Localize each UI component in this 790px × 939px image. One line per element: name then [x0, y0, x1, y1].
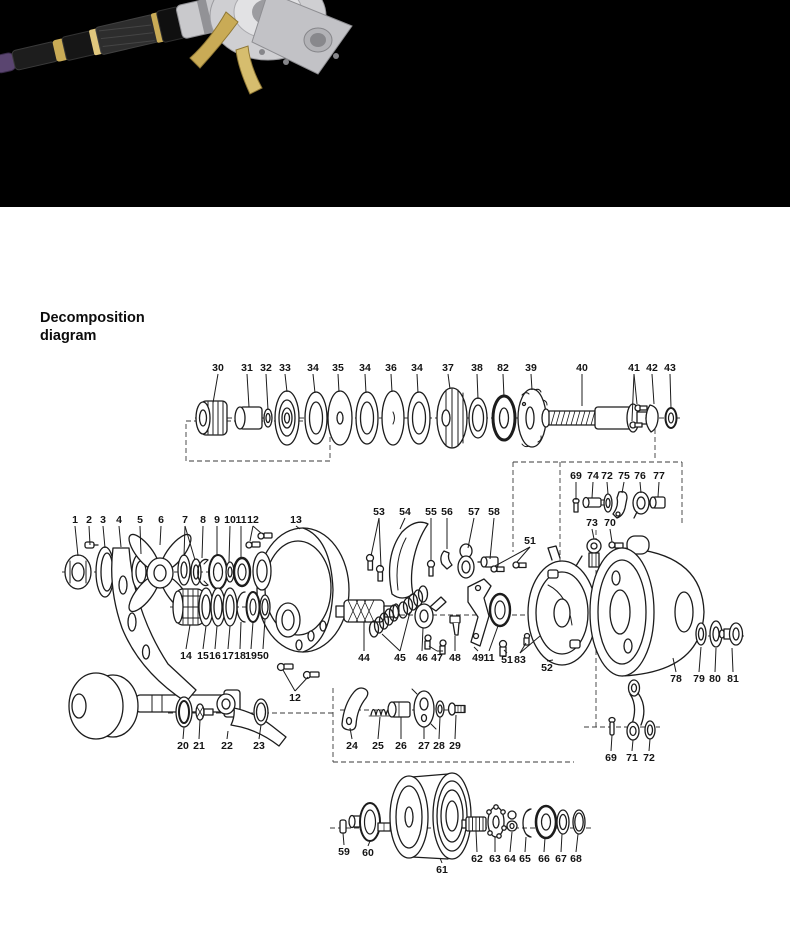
part-shape-ring-82 — [493, 396, 515, 440]
part-shape-disc-20 — [176, 697, 192, 727]
part-shape-washer-38 — [469, 398, 487, 438]
part-number-label: 82 — [497, 362, 509, 374]
part-shape-washer-72 — [604, 494, 612, 512]
part-leader-line — [520, 643, 526, 653]
part-number-label: 8 — [200, 514, 206, 526]
part-shape-bearing-11b — [490, 594, 510, 626]
part-leader-line — [732, 648, 733, 672]
part-shape-o-ring-50 — [260, 595, 270, 619]
part-leader-line — [610, 529, 612, 542]
part-number-label: 22 — [221, 740, 233, 752]
part-number-label: 34 — [359, 362, 371, 374]
part-number-label: 11 — [483, 652, 495, 664]
part-number-label: 68 — [570, 853, 582, 865]
part-number-label: 67 — [555, 853, 567, 865]
part-number-label: 16 — [209, 650, 221, 662]
part-leader-line — [592, 529, 594, 539]
part-shape-clicker-73 — [587, 539, 601, 567]
part-leader-line — [213, 374, 218, 403]
part-number-label: 59 — [338, 846, 350, 858]
part-number-label: 34 — [307, 362, 319, 374]
part-shape-washer-28 — [436, 701, 444, 717]
part-shape-bearing-9 — [209, 555, 227, 589]
part-number-label: 6 — [158, 514, 164, 526]
part-leader-line — [640, 482, 641, 493]
section-title: Decomposition diagram — [40, 310, 145, 344]
part-shape-screw-29 — [449, 703, 466, 715]
part-number-label: 45 — [394, 652, 406, 664]
part-leader-line — [715, 648, 716, 672]
part-number-label: 47 — [431, 652, 443, 664]
part-leader-line — [417, 374, 418, 393]
part-shape-spring-62 — [462, 817, 486, 831]
part-number-label: 32 — [260, 362, 272, 374]
part-number-label: 51 — [524, 535, 536, 547]
part-shape-clutch-plate-42 — [646, 405, 658, 432]
part-leader-line — [250, 526, 253, 541]
part-leader-line — [489, 626, 498, 651]
part-number-label: 46 — [416, 652, 428, 664]
part-leader-line — [517, 547, 530, 562]
part-number-label: 34 — [411, 362, 423, 374]
part-leader-line — [658, 482, 659, 497]
part-number-label: 11 — [235, 514, 247, 526]
part-leader-line — [531, 374, 532, 390]
part-number-label: 73 — [586, 517, 598, 529]
part-leader-line — [634, 374, 637, 404]
part-number-label: 52 — [541, 662, 553, 674]
part-number-label: 30 — [212, 362, 224, 374]
part-shape-bushing-31 — [235, 407, 262, 429]
part-number-label: 76 — [634, 470, 646, 482]
part-leader-line — [343, 833, 344, 845]
part-shape-washer-72b — [645, 721, 655, 739]
part-shape-ring-plate-76 — [633, 492, 649, 518]
part-shape-washer-34b — [356, 392, 378, 444]
part-number-label: 12 — [247, 514, 259, 526]
part-leader-line — [285, 374, 287, 392]
part-number-label: 65 — [519, 853, 531, 865]
part-number-label: 58 — [488, 506, 500, 518]
part-shape-pin-59 — [340, 820, 346, 833]
part-shape-link-57 — [458, 544, 474, 578]
part-shape-washer-79 — [696, 623, 706, 645]
part-number-label: 40 — [576, 362, 588, 374]
part-leader-line — [490, 518, 494, 559]
part-leader-line — [607, 482, 608, 494]
part-leader-line — [203, 626, 206, 649]
part-number-label: 37 — [442, 362, 454, 374]
part-shape-screw-70 — [609, 542, 623, 548]
part-shapes — [65, 388, 743, 859]
part-number-label: 38 — [471, 362, 483, 374]
part-leader-line — [186, 625, 190, 649]
part-number-label: 79 — [693, 673, 705, 685]
part-shape-handle-nut-1 — [65, 555, 91, 589]
part-leader-line — [253, 526, 261, 533]
part-number-label: 21 — [193, 740, 205, 752]
part-number-label: 35 — [332, 362, 344, 374]
part-leader-line — [448, 374, 450, 389]
part-number-label: 63 — [489, 853, 501, 865]
part-number-label: 80 — [709, 673, 721, 685]
part-shape-bearing-hub-60 — [349, 803, 380, 841]
part-shape-screw-2 — [85, 542, 98, 548]
part-leader-line — [592, 482, 593, 498]
part-leader-line — [365, 374, 366, 393]
part-shape-plug-screw-48 — [450, 616, 460, 635]
part-number-label: 49 — [472, 652, 484, 664]
part-shape-c-ring-65 — [523, 809, 531, 837]
part-leader-line — [503, 374, 504, 397]
part-number-label: 31 — [241, 362, 253, 374]
part-shape-lever-24 — [342, 688, 368, 730]
part-shape-cap-screw-81 — [720, 623, 743, 645]
part-number-label: 48 — [449, 652, 461, 664]
part-number-label: 9 — [214, 514, 220, 526]
part-number-label: 7 — [182, 514, 188, 526]
part-shape-washer-34c — [408, 392, 430, 444]
part-shape-pin-69b — [609, 718, 615, 736]
part-shape-washer-32 — [264, 409, 272, 427]
part-number-label: 57 — [468, 506, 480, 518]
part-leader-line — [283, 670, 295, 691]
part-number-label: 18 — [234, 650, 246, 662]
part-leader-line — [119, 526, 121, 547]
part-leader-line — [422, 628, 423, 651]
part-leader-line — [544, 838, 545, 852]
part-shape-star-drag-wheel-37 — [437, 388, 467, 448]
part-number-label: 62 — [471, 853, 483, 865]
part-number-label: 72 — [643, 752, 655, 764]
part-number-label: 72 — [601, 470, 613, 482]
part-shape-washer-67 — [557, 810, 569, 834]
part-number-label: 69 — [605, 752, 617, 764]
part-shape-washer-34a — [305, 392, 327, 444]
part-number-label: 42 — [646, 362, 658, 374]
part-leader-line — [75, 526, 78, 556]
part-leader-line — [229, 526, 230, 562]
part-number-label: 74 — [587, 470, 599, 482]
part-number-label: 41 — [628, 362, 640, 374]
part-leader-line — [611, 735, 612, 751]
part-number-label: 5 — [137, 514, 143, 526]
part-leader-line — [378, 717, 380, 739]
part-shape-bearing-66 — [536, 806, 556, 838]
part-leader-line — [251, 622, 253, 649]
part-number-label: 50 — [257, 650, 269, 662]
part-leader-line — [240, 622, 241, 649]
part-number-label: 24 — [346, 740, 358, 752]
part-shape-right-side-cover-78 — [590, 536, 704, 676]
part-leader-line — [476, 831, 477, 852]
part-number-label: 69 — [570, 470, 582, 482]
part-number-label: 15 — [197, 650, 209, 662]
part-shape-bearing-19 — [247, 592, 260, 622]
part-leader-line — [160, 526, 161, 545]
part-number-label: 71 — [626, 752, 638, 764]
part-shape-lever-75 — [613, 492, 627, 518]
part-shape-washer-17 — [223, 588, 237, 626]
part-shape-clip-56 — [441, 551, 452, 569]
part-leader-line — [215, 626, 217, 649]
part-leader-line — [313, 374, 315, 393]
part-number-label: 23 — [253, 740, 265, 752]
part-leader-line — [652, 374, 654, 404]
part-leader-line — [510, 832, 512, 852]
part-number-label: 2 — [86, 514, 92, 526]
part-shape-cap-77 — [650, 497, 665, 508]
part-leader-line — [227, 731, 228, 739]
part-number-label: 60 — [362, 847, 374, 859]
part-shape-left-side-plate-13 — [253, 528, 349, 652]
part-number-label: 13 — [290, 514, 302, 526]
part-leader-line — [228, 626, 230, 649]
part-number-label: 4 — [116, 514, 122, 526]
part-shape-nut-43 — [666, 408, 677, 428]
part-shape-spool-61 — [378, 773, 471, 859]
part-leader-line — [391, 374, 392, 392]
part-shape-cylinder-26 — [388, 702, 410, 717]
part-leader-line — [632, 740, 633, 751]
part-shape-drag-disc-36 — [382, 391, 404, 445]
part-number-label: 83 — [514, 654, 526, 666]
part-shape-kick-lever-46 — [415, 597, 446, 628]
part-number-label: 81 — [727, 673, 739, 685]
part-number-label: 54 — [399, 506, 411, 518]
part-number-label: 53 — [373, 506, 385, 518]
part-leader-line — [338, 374, 339, 392]
part-shape-tension-cap-30 — [196, 401, 227, 435]
part-shape-drag-plate-35 — [328, 391, 352, 445]
part-number-label: 3 — [100, 514, 106, 526]
part-number-label: 26 — [395, 740, 407, 752]
part-shape-o-ring-68 — [573, 810, 585, 834]
part-number-label: 36 — [385, 362, 397, 374]
part-shape-bracket-49 — [468, 579, 491, 646]
part-leader-line — [468, 518, 474, 548]
part-shape-cam-plate-27 — [412, 689, 436, 729]
part-number-label: 61 — [436, 864, 448, 876]
part-number-label: 70 — [604, 517, 616, 529]
part-shape-o-ring-23 — [254, 699, 268, 725]
part-shape-drag-plate-52 — [528, 546, 596, 665]
part-shape-drag-disc-33 — [275, 391, 299, 445]
part-number-label: 39 — [525, 362, 537, 374]
part-leader-line — [455, 715, 456, 739]
part-shape-bushing-11 — [234, 558, 250, 586]
part-number-label: 28 — [433, 740, 445, 752]
part-number-label: 51 — [501, 654, 513, 666]
part-leader-line — [382, 634, 400, 651]
part-number-label: 64 — [504, 853, 516, 865]
part-leader-line — [561, 834, 562, 852]
part-number-label: 17 — [222, 650, 234, 662]
part-leader-line — [670, 374, 671, 408]
part-number-label: 27 — [418, 740, 430, 752]
part-leader-line — [699, 647, 701, 672]
part-leader-line — [649, 739, 650, 751]
part-leader-line — [439, 717, 440, 739]
part-leader-line — [183, 727, 184, 739]
part-number-label: 25 — [372, 740, 384, 752]
part-number-label: 19 — [245, 650, 257, 662]
part-leader-line — [199, 720, 200, 739]
part-number-label: 77 — [653, 470, 665, 482]
part-shape-link-rod-71 — [627, 680, 644, 740]
part-number-label: 14 — [180, 650, 192, 662]
part-number-label: 44 — [358, 652, 370, 664]
part-leader-line — [295, 677, 308, 691]
part-leader-line — [103, 526, 105, 548]
part-leader-line — [400, 518, 405, 529]
part-number-label: 43 — [664, 362, 676, 374]
part-leader-line — [266, 374, 268, 410]
part-number-label: 10 — [224, 514, 236, 526]
part-number-label: 33 — [279, 362, 291, 374]
part-number-label: 56 — [441, 506, 453, 518]
part-shape-screw-55 — [428, 561, 435, 577]
part-number-label: 12 — [289, 692, 301, 704]
part-leader-line — [371, 518, 379, 556]
part-leader-line — [477, 374, 478, 399]
part-shape-star-gear-63 — [487, 805, 506, 838]
part-number-label: 29 — [449, 740, 461, 752]
part-leader-line — [247, 374, 249, 407]
part-shape-screw-74 — [583, 498, 606, 508]
part-number-label: 75 — [618, 470, 630, 482]
part-shape-clip-64 — [507, 811, 517, 831]
part-number-label: 55 — [425, 506, 437, 518]
part-shape-screw-69 — [573, 499, 579, 513]
part-number-label: 20 — [177, 740, 189, 752]
part-leader-line — [576, 834, 578, 852]
part-number-label: 1 — [72, 514, 78, 526]
part-number-label: 78 — [670, 673, 682, 685]
part-leader-line — [379, 518, 381, 567]
part-leader-line — [202, 526, 203, 558]
part-leader-line — [525, 837, 526, 852]
part-leader-line — [474, 647, 478, 651]
part-number-label: 66 — [538, 853, 550, 865]
